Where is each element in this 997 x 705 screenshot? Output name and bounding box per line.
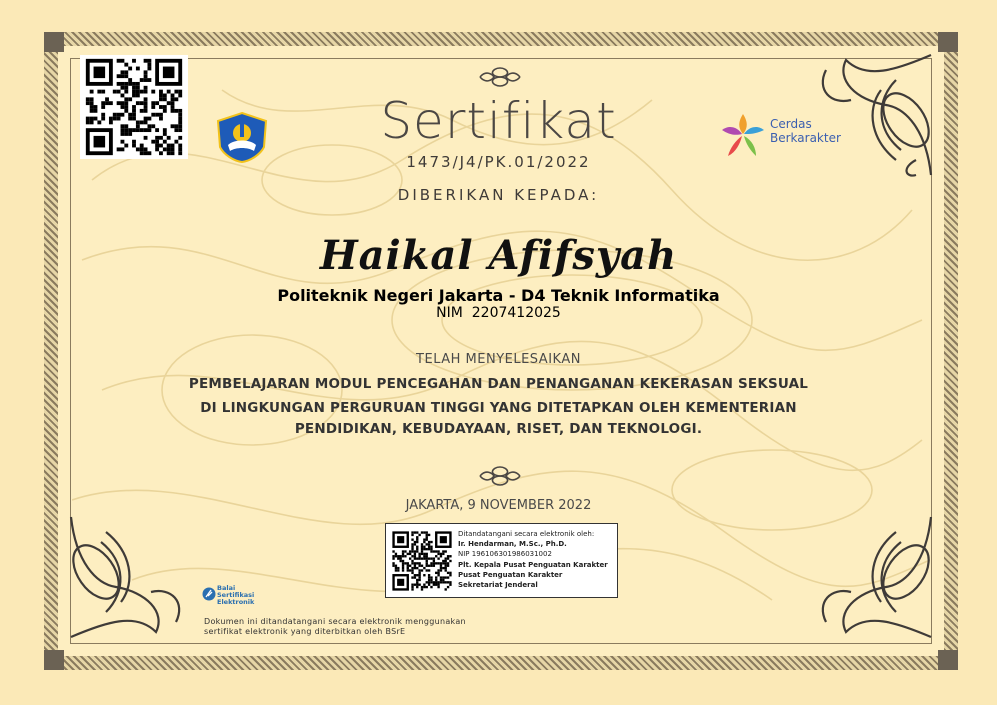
signature-line: Ditandatangani secara elektronik oleh:: [458, 530, 595, 538]
ornament-icon: [66, 512, 196, 642]
signer-unit: Pusat Penguatan Karakter: [458, 570, 563, 579]
certificate-title: Sertifikat: [380, 92, 617, 150]
partner-logo-line2: Berkarakter: [770, 131, 841, 145]
frame-corner: [938, 32, 958, 52]
certificate-number: 1473/J4/PK.01/2022: [406, 153, 591, 171]
footer-note-line: sertifikat elektronik yang diterbitkan oleh BSrE: [204, 627, 406, 636]
frame-corner: [938, 650, 958, 670]
nim-label: NIM: [436, 305, 463, 321]
bsre-logo-text: [217, 585, 254, 606]
signer-name: Ir. Hendarman, M.Sc., Ph.D.: [458, 540, 567, 549]
electronic-signature-box: [385, 523, 618, 598]
bsre-line: Balai: [217, 584, 236, 592]
module-line: DI LINGKUNGAN PERGURUAN TINGGI YANG DITETAPKAN OLEH KEMENTERIAN: [200, 400, 797, 416]
footer-note-line: Dokumen ini ditandatangani secara elektronik menggunakan: [204, 617, 466, 626]
signer-office: Sekretariat Jenderal: [458, 581, 538, 590]
given-to-label: DIBERIKAN KEPADA:: [397, 186, 600, 204]
ornament-icon: [806, 512, 936, 642]
institution: Politeknik Negeri Jakarta - D4 Teknik Informatika: [277, 286, 720, 305]
recipient-name: Haikal Afifsyah: [319, 232, 678, 279]
place-date: JAKARTA, 9 NOVEMBER 2022: [405, 498, 592, 513]
signature-details: [458, 529, 608, 590]
qr-code-icon[interactable]: [390, 528, 454, 594]
ornament-icon: [478, 66, 522, 88]
signer-nip: NIP 196106301986031002: [458, 550, 552, 559]
footer-note: [204, 617, 466, 637]
module-line: PENDIDIKAN, KEBUDAYAAN, RISET, DAN TEKNOLOGI.: [294, 421, 703, 437]
signer-position: Plt. Kepala Pusat Penguatan Karakter: [458, 560, 608, 569]
bsre-line: Elektronik: [217, 598, 255, 606]
bsre-logo-icon: [202, 586, 216, 602]
partner-logo-line1: Cerdas: [770, 117, 812, 131]
nim-value: 2207412025: [471, 305, 561, 321]
nim: [0, 305, 997, 321]
module-line: PEMBELAJARAN MODUL PENCEGAHAN DAN PENANGANAN KEKERASAN SEKSUAL: [188, 376, 809, 392]
ornament-icon: [478, 465, 522, 487]
bsre-line: Sertifikasi: [217, 591, 255, 599]
frame-corner: [44, 650, 64, 670]
completed-label: TELAH MENYELESAIKAN: [416, 352, 581, 367]
frame-corner: [44, 32, 64, 52]
